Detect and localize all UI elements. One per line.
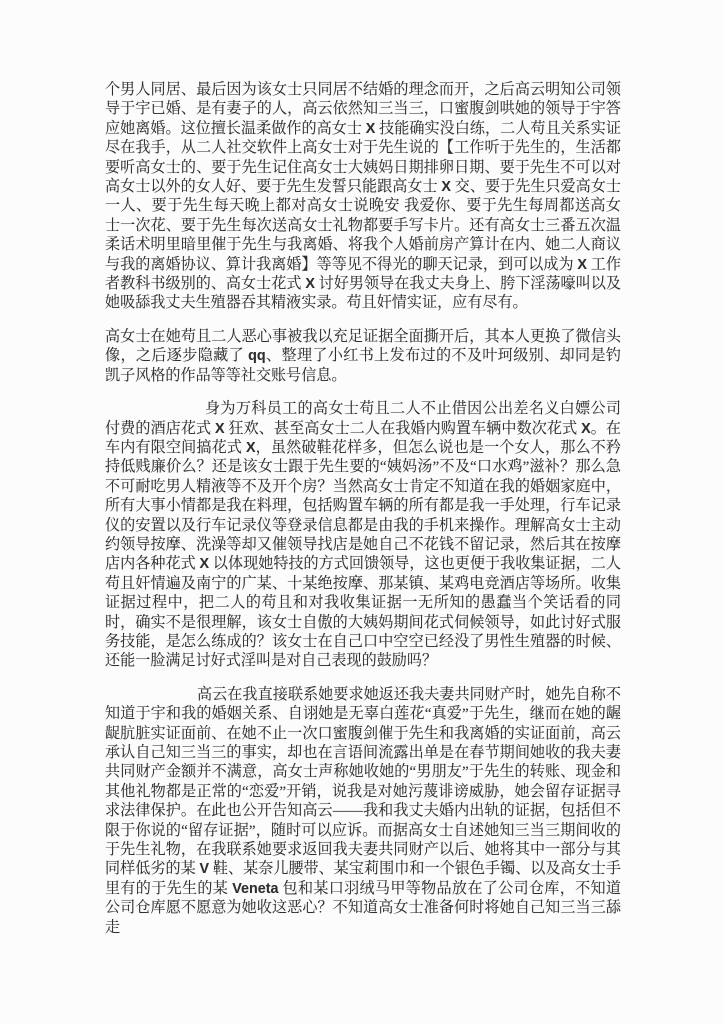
latin-text: X xyxy=(199,556,210,573)
latin-text: X xyxy=(441,179,451,196)
paragraph-1: 个男人同居、最后因为该女士只同居不结婚的理念而开，之后高云明知公司领导于宇已婚、是有妻子的人，高云依然知三当三，口蜜腹剑哄她的领导于宇答应她离婚。这位擅长温柔做作的高女士 X 技能确实没白练，二人苟且关系实证尽在我手，从二人社交软件上高女士对于先生说的【工作听于先生的，生活都要听高女士的、要于先生记住高女士大姨妈日期排卵日期、要于先生不可以对高女士以外的女人好、要于先生发誓只能跟高女士 X 交、要于先生只爱高女士一人、要于先生每天晚上都对高女士说晚安 我爱你、要于先生每周都送高女士一次花、要于先生每次送高女士礼物都要手写卡片。还有高女士三番五次温柔话术明里暗里催于先生与我离婚、将我个人婚前房产算计在内、她二人商议与我的离婚协议、算计我离婚】等等见不得光的聊天记录，到可以成为 X 工作者教科书级别的、高女士花式 X 讨好男领导在我丈夫身上、胯下淫荡嚎叫以及她吸舔我丈夫生殖器吞其精液实录。苟且奸情实证，应有尽有。 xyxy=(105,82,622,312)
paragraph-3: 身为万科员工的高女士苟且二人不止借因公出差名义白嫖公司付费的酒店花式 X 狂欢、甚至高女士二人在我婚内购置车辆中数次花式 X。在车内有限空间搞花式 X，虽然破鞋花样多，但怎么说也是一个女人，那么不矜持低贱廉价么？还是该女士跟于先生要的“姨妈汤”不及“口水鸡”滋补？那么急不可耐吃男人精液等不及开个房？当然高女士肯定不知道在我的婚姻家庭中，所有大事小情都是我在料理，包括购置车辆的所有都是我一手处理，行车记录仪的安置以及行车记录仪等登录信息都是由我的手机来操作。理解高女士主动约领导按摩、洗澡等却又催领导找店是她自己不花钱不留记录，然后其在按摩店内各种花式 X 以体现她特技的方式回馈领导，这也更便于我收集证据，二人苟且奸情遍及南宁的广某、十某绝按摩、那某镇、某鸡电竞酒店等场所。收集证据过程中，把二人的苟且和对我收集证据一无所知的愚蠢当个笑话看的同时，确实不是很理解，该女士自傲的大姨妈期间花式伺候领导，如此讨好式服务技能，是怎么练成的？该女士在自己口中空空已经没了男性生殖器的时候、还能一脸满足讨好式淫叫是对自己表现的鼓励吗？ xyxy=(105,401,621,670)
latin-text: X xyxy=(365,120,376,137)
latin-text: V xyxy=(199,861,210,878)
paragraph-4: 高云在我直接联系她要求她返还我夫妻共同财产时，她先自称不知道于宇和我的婚姻关系、自诩她是无辜白莲花“真爱”于先生，继而在她的龌龊肮脏实证面前、在她不止一次口蜜腹剑催于先生和我离婚的实证面前，高云承认自己知三当三的事实，却也在言语间流露出单是在春节期间她收的我夫妻共同财产金额并不满意，高女士声称她收她的“男朋友”于先生的转账、现金和其他礼物都是正常的“恋爱”开销，说我是对她污蔑诽谤威胁，她会留存证据寻求法律保护。在此也公开告知高云——我和我丈夫婚内出轨的证据，包括但不限于你说的“留存证据”，随时可以应诉。而据高女士自述她知三当三期间收的于先生礼物，在我联系她要求返回我夫妻共同财产以后、她将其中一部分与其同样低劣的某 V 鞋、某奈儿腰带、某宝莉围巾和一个银色手镯、以及高女士手里有的于先生的某 Veneta 包和某口羽绒马甲等物品放在了公司仓库，不知道公司仓库愿不愿意为她收这恶心？不知道高女士准备何时将她自己知三当三舔走 xyxy=(105,686,621,936)
latin-text: X xyxy=(305,276,315,293)
latin-text: X xyxy=(245,439,256,456)
latin-text: Veneta xyxy=(232,880,279,897)
latin-text: qq xyxy=(248,348,266,365)
paragraph-2: 高女士在她苟且二人恶心事被我以充足证据全面撕开后，其本人更换了微信头像，之后逐步隐藏了 qq、整理了小红书上发布过的不及叶珂级别、却同是钓凯子风格的作品等等社交账号信息。 xyxy=(105,328,621,384)
latin-text: X xyxy=(215,420,225,437)
latin-text: X xyxy=(577,256,587,273)
document-body xyxy=(105,81,621,938)
latin-text: X xyxy=(581,420,591,437)
